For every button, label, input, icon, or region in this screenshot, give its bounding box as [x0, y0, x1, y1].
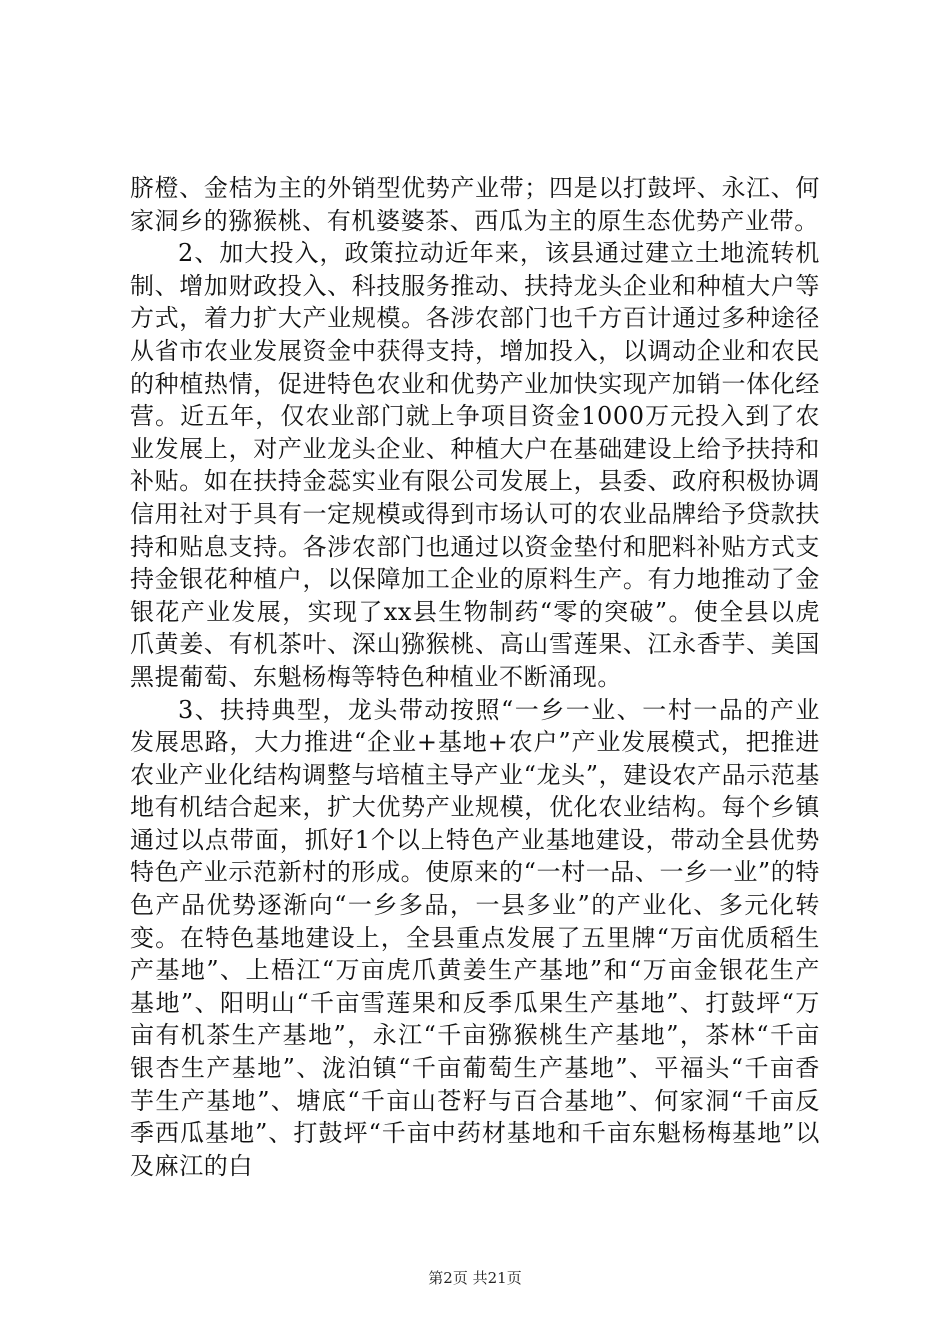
paragraph-leading-enterprises: 3、扶持典型，龙头带动按照“一乡一业、一村一品的产业发展思路，大力推进“企业+基地+农户”产业发展模式，把推进农业产业化结构调整与培植主导产业“龙头”，建设农产品示范基地有机结合起来，扩大优势产业规模，优化农业结构。每个乡镇通过以点带面，抓好1个以上特色产业基地建设，带动全县优势特色产业示范新村的形成。使原来的“一村一品、一乡一业”的特色产品优势逐渐向“一乡多品，一县多业”的产业化、多元化转变。在特色基地建设上，全县重点发展了五里牌“万亩优质稻生产基地”、上梧江“万亩虎爪黄姜生产基地”和“万亩金银花生产基地”、阳明山“千亩雪莲果和反季瓜果生产基地”、打鼓坪“万亩有机茶生产基地”，永江“千亩猕猴桃生产基地”，茶林“千亩银杏生产基地”、泷泊镇“千亩葡萄生产基地”、平福头“千亩香芋生产基地”、塘底“千亩山苍籽与百合基地”、何家洞“千亩反季西瓜基地”、打鼓坪“千亩中药材基地和千亩东魁杨梅基地”以及麻江的白: [130, 695, 820, 1180]
body-text: [130, 172, 820, 1182]
paragraph-continuation: 脐橙、金桔为主的外销型优势产业带；四是以打鼓坪、永江、何家洞乡的猕猴桃、有机婆婆茶、西瓜为主的原生态优势产业带。: [130, 174, 820, 235]
page-number-footer: 第2页 共21页: [428, 1269, 522, 1287]
paragraph-policy-investment: 2、加大投入，政策拉动近年来，该县通过建立土地流转机制、增加财政投入、科技服务推动、扶持龙头企业和种植大户等方式，着力扩大产业规模。各涉农部门也千方百计通过多种途径从省市农业发展资金中获得支持，增加投入，以调动企业和农民的种植热情，促进特色农业和优势产业加快实现产加销一体化经营。近五年，仅农业部门就上争项目资金1000万元投入到了农业发展上，对产业龙头企业、种植大户在基础建设上给予扶持和补贴。如在扶持金蕊实业有限公司发展上，县委、政府积极协调信用社对于具有一定规模或得到市场认可的农业品牌给予贷款扶持和贴息支持。各涉农部门也通过以资金垫付和肥料补贴方式支持金银花种植户，以保障加工企业的原料生产。有力地推动了金银花产业发展，实现了xx县生物制药“零的突破”。使全县以虎爪黄姜、有机茶叶、深山猕猴桃、高山雪莲果、江永香芋、美国黑提葡萄、东魁杨梅等特色种植业不断涌现。: [130, 239, 820, 691]
